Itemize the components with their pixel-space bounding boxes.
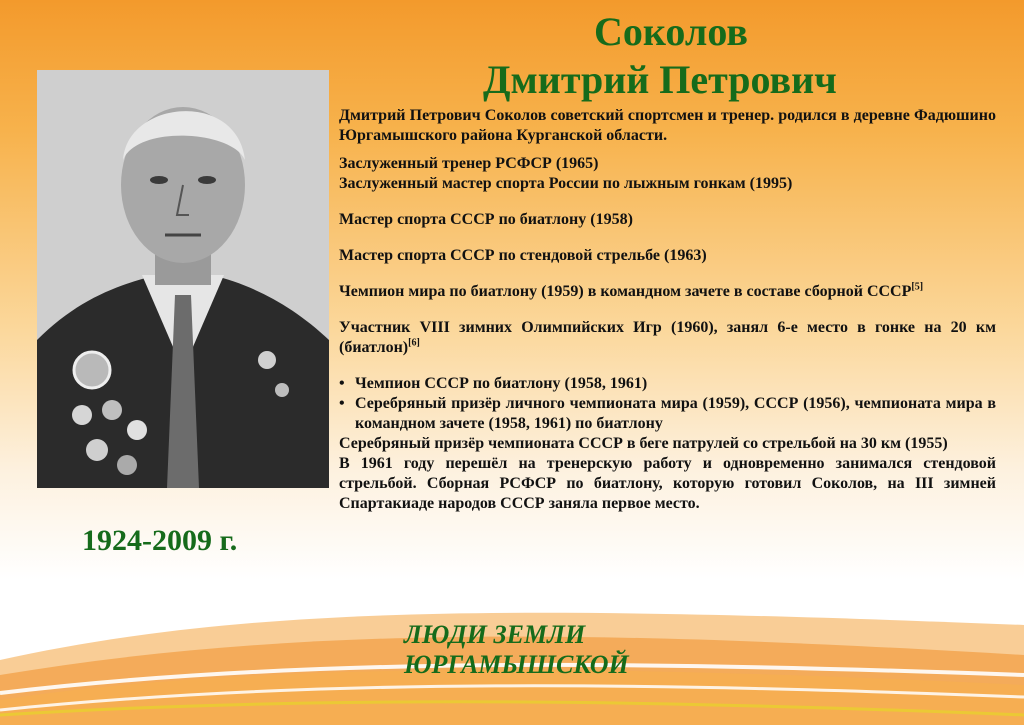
bio-coaching: В 1961 году перешёл на тренерскую работу и одновременно занимался стендовой стрельбой. Сборная РСФСР по биатлону, которую готовил Соколов, на III зимней Спартакиаде народов СССР заняла первое место. bbox=[339, 455, 996, 512]
portrait-illustration bbox=[37, 70, 329, 488]
footer-line-1: ЛЮДИ ЗЕМЛИ bbox=[404, 620, 586, 649]
bio-olympics bbox=[339, 318, 996, 358]
biography bbox=[339, 106, 996, 514]
list-item bbox=[339, 394, 996, 434]
bio-title-trainer: Заслуженный тренер РСФСР (1965) bbox=[339, 155, 599, 172]
footer-caption bbox=[404, 620, 629, 680]
bio-title-master: Заслуженный мастер спорта России по лыжным гонкам (1995) bbox=[339, 175, 793, 192]
bio-intro: Дмитрий Петрович Соколов советский спортсмен и тренер. родился в деревне Фадюшино Юргамышского района Курганской области. bbox=[339, 107, 996, 144]
bio-world-champion bbox=[339, 282, 996, 302]
bio-master-shooting: Мастер спорта СССР по стендовой стрельбе (1963) bbox=[339, 247, 707, 264]
bullet-icon: • bbox=[339, 375, 345, 392]
reference-6[interactable]: [6] bbox=[408, 337, 420, 349]
bio-ussr-champion: Чемпион СССР по биатлону (1958, 1961) bbox=[355, 375, 648, 392]
bio-patrol: Серебряный призёр чемпионата СССР в беге патрулей со стрельбой на 30 км (1955) bbox=[339, 435, 948, 452]
bio-world-champion-text: Чемпион мира по биатлону (1959) в командном зачете в составе сборной СССР bbox=[339, 283, 912, 300]
bio-olympics-text: Участник VIII зимних Олимпийских Игр (1960), занял 6-е место в гонке на 20 км (биатлон) bbox=[339, 319, 996, 356]
page-title-name: Дмитрий Петрович bbox=[483, 57, 837, 102]
portrait-photo bbox=[37, 70, 329, 488]
bullet-icon: • bbox=[339, 395, 345, 412]
list-item bbox=[339, 374, 996, 394]
reference-5[interactable]: [5] bbox=[911, 281, 924, 293]
years-of-life: 1924-2009 г. bbox=[82, 524, 238, 557]
footer-line-2: ЮРГАМЫШСКОЙ bbox=[404, 650, 629, 679]
page-title-surname: Соколов bbox=[594, 9, 748, 54]
bio-master-biathlon: Мастер спорта СССР по биатлону (1958) bbox=[339, 211, 633, 228]
bio-silver-medalist: Серебряный призёр личного чемпионата мира (1959), СССР (1956), чемпионата мира в командном зачете (1958, 1961) по биатлону bbox=[355, 395, 996, 432]
